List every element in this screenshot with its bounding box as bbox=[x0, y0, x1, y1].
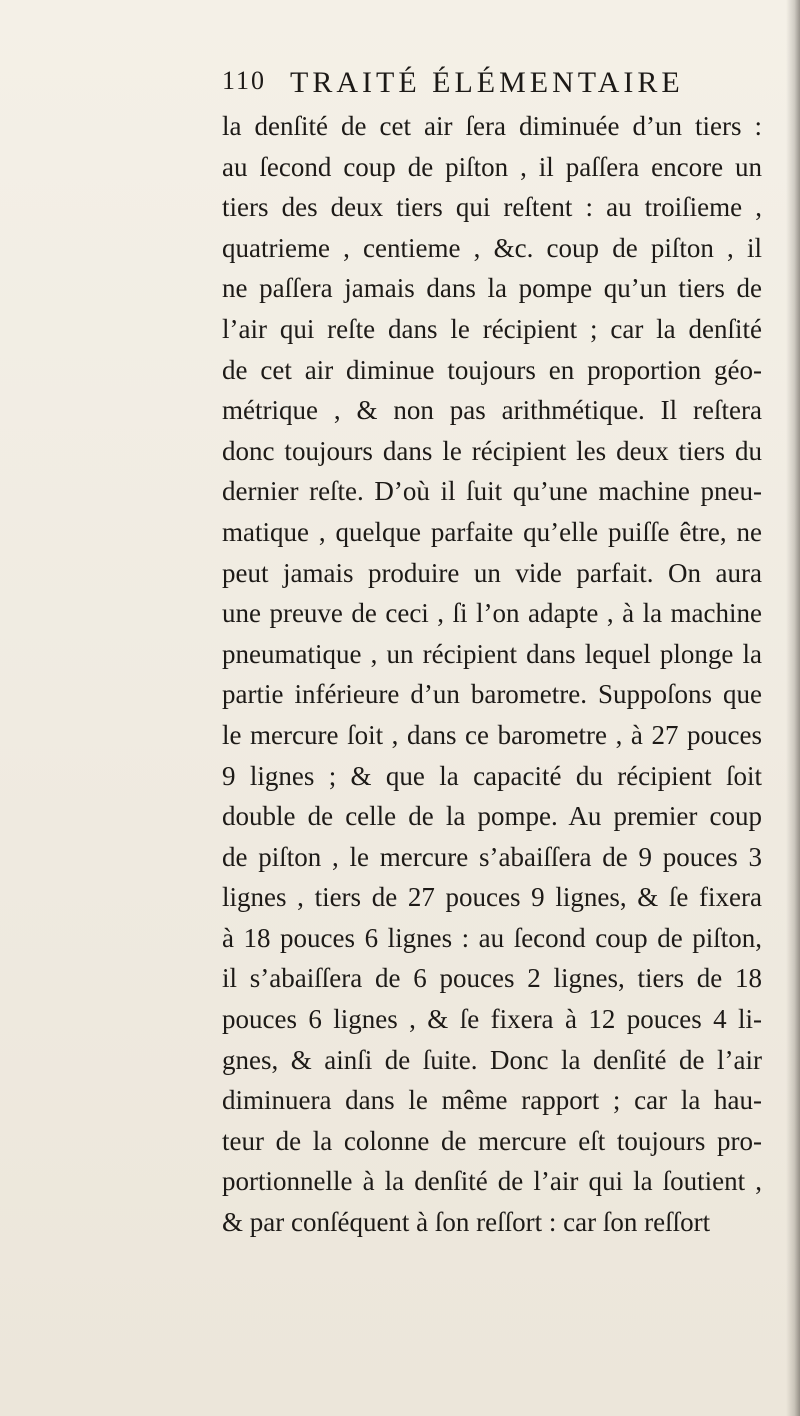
text-line: au ſecond coup de piſton , il paſſera encore un bbox=[222, 151, 762, 182]
text-line: il s’abaiſſera de 6 pouces 2 lignes, tiers de 18 bbox=[222, 963, 762, 994]
text-line: double de celle de la pompe. Au premier coup bbox=[222, 801, 762, 832]
text-line: partie inférieure d’un barometre. Suppoſons que bbox=[222, 679, 762, 710]
running-title: TRAITÉ ÉLÉMENTAIRE bbox=[290, 66, 684, 99]
text-line: peut jamais produire un vide parfait. On aura bbox=[222, 557, 762, 588]
text-line: matique , quelque parfaite qu’elle puiſſe être, ne bbox=[222, 516, 762, 547]
text-line: 9 lignes ; & que la capacité du récipient ſoit bbox=[222, 760, 762, 791]
text-line: lignes , tiers de 27 pouces 9 lignes, & ſe fixera bbox=[222, 882, 762, 913]
text-line: gnes, & ainſi de ſuite. Donc la denſité de l’air bbox=[222, 1044, 762, 1075]
text-line: teur de la colonne de mercure eſt toujours pro- bbox=[222, 1125, 762, 1156]
body-text bbox=[222, 106, 762, 1243]
text-line: pouces 6 lignes , & ſe fixera à 12 pouces 4 li- bbox=[222, 1004, 762, 1035]
text-line: ne paſſera jamais dans la pompe qu’un tiers de bbox=[222, 273, 762, 304]
text-line: portionnelle à la denſité de l’air qui la ſoutient , bbox=[222, 1166, 762, 1197]
text-line: pneumatique , un récipient dans lequel plonge la bbox=[222, 638, 762, 669]
page-number: 110 bbox=[222, 66, 267, 95]
text-line: quatrieme , centieme , &c. coup de piſton , il bbox=[222, 232, 762, 263]
page-edge-shadow bbox=[786, 0, 800, 1416]
text-line: l’air qui reſte dans le récipient ; car la denſité bbox=[222, 313, 762, 344]
text-line: diminuera dans le même rapport ; car la hau- bbox=[222, 1085, 762, 1116]
text-line: & par conſéquent à ſon reſſort : car ſon reſſort bbox=[222, 1207, 711, 1238]
text-line: donc toujours dans le récipient les deux tiers du bbox=[222, 435, 762, 466]
text-line: une preuve de ceci , ſi l’on adapte , à la machine bbox=[222, 598, 762, 629]
text-line: tiers des deux tiers qui reſtent : au troiſieme , bbox=[222, 192, 762, 223]
text-line: le mercure ſoit , dans ce barometre , à 27 pouces bbox=[222, 719, 762, 750]
text-line: dernier reſte. D’où il ſuit qu’une machine pneu- bbox=[222, 476, 762, 507]
text-line: de piſton , le mercure s’abaiſſera de 9 pouces 3 bbox=[222, 841, 762, 872]
running-header bbox=[222, 66, 742, 106]
text-line: la denſité de cet air ſera diminuée d’un tiers : bbox=[222, 111, 762, 141]
text-line: de cet air diminue toujours en proportion géo- bbox=[222, 354, 762, 385]
text-line: métrique , & non pas arithmétique. Il reſtera bbox=[222, 395, 762, 426]
text-line: à 18 pouces 6 lignes : au ſecond coup de piſton, bbox=[222, 922, 762, 953]
